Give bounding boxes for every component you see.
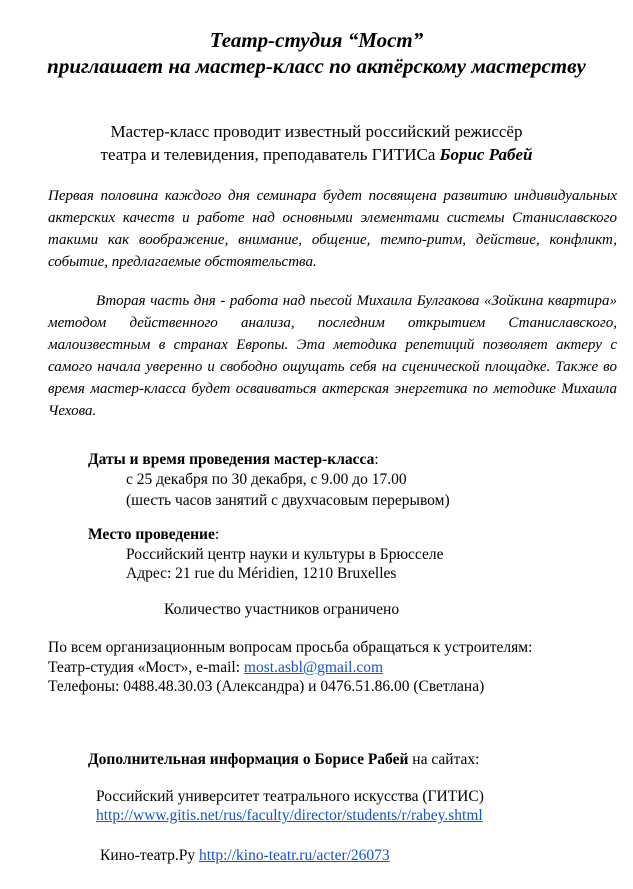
gitis-link[interactable]: http://www.gitis.net/rus/faculty/director/students/r/rabey.shtml — [96, 807, 483, 824]
site-2-name: Кино-театр.Ру — [100, 847, 199, 864]
site-1-link-row — [96, 805, 483, 826]
site-2-row — [100, 845, 390, 866]
place-label: Место проведение — [88, 526, 215, 543]
subtitle-line-1: Мастер-класс проводит известный российский режиссёр — [110, 122, 523, 141]
colon: : — [374, 451, 379, 468]
title-line-2: приглашает на мастер-класс по актёрскому мастерству — [47, 54, 586, 78]
contacts-line-2 — [48, 657, 383, 678]
place-line-1: Российский центр науки и культуры в Брюсселе — [126, 546, 444, 563]
paragraph-1-text: Первая половина каждого дня семинара будет посвящена развитию индивидуальных актерских качеств и работе над основными элементами системы Станиславского такими как воображение, внимание, общение, темпо-ритм, действие, конфликт, событие, предлагаемые обстоятельства. — [48, 188, 617, 270]
more-info-heading — [88, 749, 479, 770]
paragraph-2-text: Вторая часть дня - работа над пьесой Михаила Булгакова «Зойкина квартира» методом действенного анализа, последним открытием Станиславского, малоизвестным в странах Европы. Эта методика репетиций позволяет актеру с самого начала уверенно и свободно ощущать себя на сценической площадке. Также во время мастер-класса будет осваиваться актерская энергетика по методике Михаила Чехова. — [48, 293, 617, 419]
dates-heading — [88, 449, 379, 470]
contacts-org: Театр-студия «Мост», e-mail: — [48, 659, 244, 676]
contacts-phones: Телефоны: 0488.48.30.03 (Александра) и 0476.51.86.00 (Светлана) — [48, 678, 485, 695]
participants-limited: Количество участников ограничено — [164, 601, 400, 618]
place-line-2: Адрес: 21 rue du Méridien, 1210 Bruxelles — [126, 565, 397, 582]
place-heading — [88, 524, 219, 545]
title-line-1: Театр-студия “Мост” — [209, 28, 424, 52]
email-link[interactable]: most.asbl@gmail.com — [243, 659, 384, 676]
dates-line-2: (шесть часов занятий с двухчасовым перерывом) — [126, 492, 450, 509]
contacts-line-1: По всем организационным вопросам просьба обращаться к устроителям: — [48, 639, 533, 656]
more-info-label: Дополнительная информация о Борисе Рабей — [88, 751, 409, 768]
site-1-name: Российский университет театрального искусства (ГИТИС) — [96, 788, 484, 805]
dates-label: Даты и время проведения мастер-класса — [88, 451, 375, 468]
paragraph-1 — [48, 185, 617, 273]
dates-line-1: с 25 декабря по 30 декабря, с 9.00 до 17.00 — [126, 471, 407, 488]
subtitle-text: театра и телевидения, преподаватель ГИТИСа — [100, 145, 440, 164]
colon: : — [214, 526, 220, 543]
paragraph-2 — [48, 290, 617, 422]
subtitle-line-2 — [0, 143, 633, 166]
more-info-suffix: на сайтах: — [408, 751, 480, 768]
kino-teatr-link[interactable]: http://kino-teatr.ru/acter/26073 — [199, 847, 390, 864]
director-name: Борис Рабей — [439, 145, 533, 164]
